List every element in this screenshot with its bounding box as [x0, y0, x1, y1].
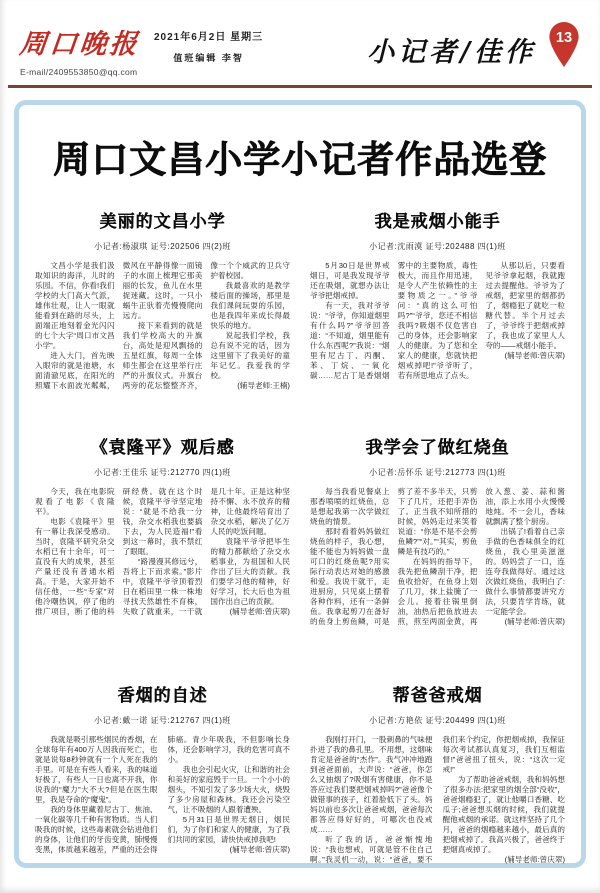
- body-paragraph: 说起我们学校，我总有说不完的话，因为这里留下了我美好的童年记忆。我爱我的学校。: [210, 331, 290, 381]
- body-paragraph: 为了帮助爸爸戒烟，我和妈妈想了很多办法:把家里的烟全部“没收”，爸爸烟瘾犯了，就让他嚼口香糖、吃瓜子;爸爸想买烟的时候，我们就提醒他戒烟的承诺。就这样坚持了几个月，爸爸的烟瘾越来越小，最后真的把烟戒掉了。我高兴极了，爸爸终于把烟真戒掉了。: [442, 775, 565, 855]
- masthead-logo-block: [20, 22, 140, 77]
- body-paragraph: 接下来看到的就是我们学校高大的升旗台，高处是迎风飘扬的五星红旗，每周一全体师生都会在这里举行庄严的升旗仪式。升旗台两旁的花坛整整齐齐，像一个个威武的卫兵守护着校园。: [122, 261, 290, 391]
- duty-editor: 值班编辑 李智: [173, 53, 244, 63]
- article-title: 帮爸爸戒烟: [392, 686, 483, 705]
- body-paragraph: 袁隆平爷爷把毕生的精力都献给了杂交水稻事业，为祖国和人民作出了巨大的贡献。我们要学习他的精神，好好学习，长大后也为祖国作出自己的贡献。: [210, 537, 290, 607]
- body-paragraph: 听了我的话，爸爸惭愧地说：“我也想戒，可就是管不住自己啊。”我灵机一动，说：“爸爸，要不我们来个约定，你把烟戒掉，我保证每次考试都认真复习，我们互相监督!”爸爸扭了扭头，说：“这次一定戒!”: [310, 735, 565, 865]
- body-paragraph: 电影《袁隆平》里有一幕让我深受感动。当时，袁隆平研究杂交水稻已有十余年，可一直没有大的成果，甚至产量还没有普通水稻高。于是，大家开始不信任他，一些“专家”对他冷嘲热讽，停了他的推广项目，断了他的科研经费。就在这个时候，袁隆平爷爷坚定地说：“就是不给我一分钱，杂交水稻我也要搞下去，为人民造福!”看到这一幕时，我不禁红了眼眶。: [35, 487, 203, 617]
- article-byline: 小记者:方艳依 证号:204499 四(1)班: [369, 716, 506, 725]
- body-paragraph: “路漫漫其修远兮，吾将上下而求索。”影片中，袁隆平爷爷顶着烈日在稻田里一株一株地寻找天然雄性不育株，失败了就重来，一干就是几十年。正是这种坚持不懈、永不放弃的精神，让他最终培育出了杂交水稻，解决了亿万人民的吃饭问题。: [122, 487, 290, 617]
- article-body: [310, 487, 565, 659]
- articles-grid: [29, 207, 571, 893]
- content-frame: [14, 100, 586, 868]
- masthead: [0, 0, 600, 83]
- article-byline: 小记者:岳怀乐 证号:212773 四(1)班: [369, 468, 506, 477]
- teacher-attribution: (辅导老师:曾庆翠): [229, 845, 290, 855]
- contact-email: E-mail/2409553850@qq.com: [20, 67, 138, 77]
- body-paragraph: 我刚打开门，一股刺鼻的气味便扑进了我的鼻孔里。不用想，这烟味肯定是爸爸的“杰作”。我气冲冲地跑到爸爸面前，大声说：“爸爸，你怎么又抽烟了?吸烟有害健康，你不是答应过我们要把烟戒掉吗?”爸爸像个做错事的孩子，红着脸低下了头。妈妈以前也多次让爸爸戒烟，爸爸每次都答应得好好的，可哪次也没戒成……: [310, 735, 433, 835]
- body-paragraph: 出锅了!看着自己亲手做的色香味俱全的红烧鱼，我心里美滋滋的。妈妈尝了一口，连连夸我做得好。通过这次做红烧鱼，我明白了:做什么事情都要讲究方法，只要肯学肯练，就一定能学会。: [485, 527, 565, 617]
- body-paragraph: 那时看着妈妈做红烧鱼的样子，我心想，能不能也为妈妈做一盘可口的红烧鱼呢?用实际行动表达对她的感激和爱。我说干就干，走进厨房，只见桌上摆着各种作料，还有一条鲜鱼。我拿起剪刀在备好的鱼身上剪鱼鳞，可是剪了差不多半天，只剪下了几片，还把手弄伤了。正当我不知所措的时候，妈妈走过来笑着说道：“你是不是不会剪鱼鳞?”“对。”“其实，剪鱼鳞是有技巧的。”: [310, 487, 478, 627]
- article-help-dad-quit: [310, 681, 565, 893]
- page-number: 13: [555, 29, 573, 46]
- article-cigarette-monologue: [35, 681, 290, 893]
- teacher-attribution: (辅导老师:曾庆翠): [504, 617, 565, 627]
- body-paragraph: 今天，我在电影院观看了电影《袁隆平》。: [35, 487, 115, 517]
- article-title: 《袁隆平》观后感: [90, 438, 235, 457]
- section-title: 小记者/佳作: [367, 37, 536, 68]
- body-paragraph: 我的身体里藏着尼古丁、焦油、一氧化碳等几千种有害物质。当人们吸我的时候，这些毒素就会钻进他们的身体，让他们的牙齿变黄，肺慢慢变黑，体质越来越差，严重的还会得肺癌。青少年吸我，不但影响长身体，还会影响学习，我的危害可真不小。: [35, 735, 290, 855]
- article-byline: 小记者:戴一诺 证号:212767 四(1)班: [94, 716, 231, 725]
- article-title: 香烟的自述: [117, 686, 208, 705]
- section-block: [367, 22, 582, 69]
- article-title: 我学会了做红烧鱼: [365, 438, 510, 457]
- body-paragraph: 从那以后，只要看见爷爷拿起烟，我就跑过去提醒他。爷爷为了戒烟，把家里的烟都扔了，烟瘾犯了就吃一粒糖代替。半个月过去了，爷爷终于把烟戒掉了，我也成了家里人人夸的——戒烟小能手。: [485, 261, 565, 351]
- article-title: 美丽的文昌小学: [99, 212, 226, 231]
- article-body: [35, 261, 290, 411]
- article-braised-fish: [310, 433, 565, 659]
- masthead-rule: [8, 85, 592, 88]
- body-paragraph: 我最喜欢的是教学楼后面的操场，那里是我们课间玩耍的乐园，也是我四年来成长得最快乐的地方。: [210, 281, 290, 331]
- teacher-attribution: (辅导老师:曾庆翠): [229, 607, 290, 617]
- body-paragraph: 我也会引起火灾，让和谐的社会和美好的家庭毁于一旦。一个小小的烟头，不知引发了多少场大火，烧毁了多少房屋和森林。我还会污染空气，让不吸烟的人跟着遭殃。: [167, 765, 290, 815]
- body-paragraph: 文昌小学是我们汲取知识的海洋，儿时的乐园。不信，你看!我们学校的大门高大气派，雄伟壮观，让人一眼就能看到在路的尽头，上面端正地刻着金光闪闪的七个大字“周口市文昌小学”。: [35, 261, 115, 351]
- teacher-attribution: (辅导老师:王楠): [237, 381, 290, 391]
- masthead-meta: [154, 22, 263, 64]
- newspaper-logo: 周口晚报: [18, 29, 142, 60]
- page-number-badge: [546, 22, 582, 68]
- body-paragraph: 我就是吸引那些烟民的香烟，在全球每年有400万人因我而死亡，也就是说每8秒钟就有一个人死在我的手里。可是在有些人看来，我的味道好极了，有些人一日也离不开我，你说我的“魔力”大不大?但是在医生眼里，我是夺命的“魔鬼”。: [35, 735, 158, 805]
- teacher-attribution: (辅导老师:曾庆翠): [504, 351, 565, 361]
- body-paragraph: 在妈妈的指导下，我先把鱼鳞刮干净，把鱼收拾好，在鱼身上划了几刀，抹上盐腌了一会儿。接着往锅里倒油，油热后把鱼放进去煎，煎至两面金黄，再放入葱、姜、蒜和酱油，添上水用小火慢慢地炖。不一会儿，香味就飘满了整个厨房。: [397, 487, 565, 627]
- article-quit-smoking-expert: [310, 207, 565, 411]
- article-body: [310, 735, 565, 893]
- article-beautiful-school: [35, 207, 290, 411]
- article-byline: 小记者:王佳乐 证号:212770 四(1)班: [94, 468, 231, 477]
- body-paragraph: 5月30日是世界戒烟日，可是我发现爷爷还在吸烟，就想办法让爷爷把烟戒掉。: [310, 261, 390, 301]
- article-body: [35, 487, 290, 659]
- article-title: 我是戒烟小能手: [374, 212, 501, 231]
- article-byline: 小记者:沈雨漠 证号:202488 四(1)班: [369, 242, 506, 251]
- body-paragraph: 有一天，我对爷爷说：“爷爷，你知道烟里有什么吗?”爷爷回答道：“不知道，烟里能有什么东西呢?”我说：“烟里有尼古丁、丙酮、苯、丁烷、一氧化碳……尼古丁是香烟烟雾中的主要物质，毒性极大，而且作用迅速，是令人产生依赖性的主要物质之一。”爷爷问：“真的这么可怕吗?”“爷爷，您还不相信我吗?吸烟不仅危害自己的身体，还会影响家人的健康。为了您和全家人的健康，您就快把烟戒掉吧!”爷爷听了，若有所思地点了点头。: [310, 261, 478, 381]
- body-paragraph: 进入大门，首先映入眼帘的就是池塘，水面清澈见底，在阳光的照耀下水面波光粼粼，微风在平静得像一面镜子的水面上梳理它那美丽的长发，鱼儿在水里捉迷藏。这时，一只小蜗牛正驮着壳慢慢爬向远方。: [35, 261, 203, 391]
- body-paragraph: 每当我看见餐桌上那香喷喷的红烧鱼，总是想起我第一次学做红烧鱼的情景。: [310, 487, 390, 527]
- article-byline: 小记者:杨淑琪 证号:202506 四(2)班: [94, 242, 231, 251]
- teacher-attribution: (辅导老师:曾庆翠): [504, 855, 565, 865]
- issue-date: 2021年6月2日 星期三: [154, 32, 264, 43]
- article-body: [310, 261, 565, 411]
- article-yuan-longping-review: [35, 433, 290, 659]
- article-body: [35, 735, 290, 893]
- body-paragraph: 5月31日是世界无烟日，烟民们，为了你们和家人的健康，为了我们共同的家园，请快快戒掉我吧!: [167, 815, 290, 845]
- page-headline: 周口文昌小学小记者作品选登: [53, 139, 547, 180]
